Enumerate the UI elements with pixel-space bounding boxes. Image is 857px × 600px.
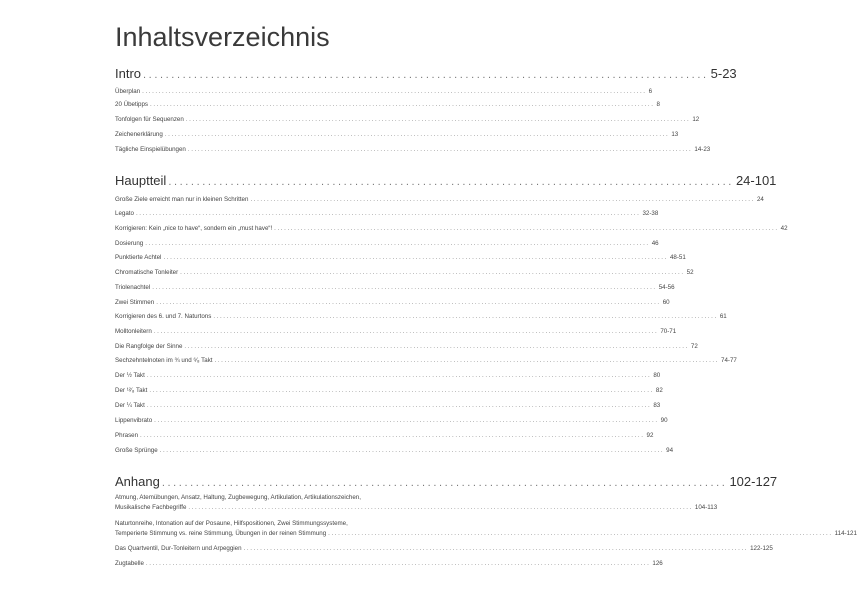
- toc-item: Sechzehntelnoten im ¾ und ⁶⁄₈ Takt ........................................................................................................................................................ 74-77: [115, 357, 737, 364]
- toc-item: Zeichenerklärung ........................................................................................................................................................ 13: [115, 131, 679, 138]
- toc-item: Triolenachtel ........................................................................................................................................................ 54-56: [115, 284, 675, 291]
- section-pages: 102-127: [729, 474, 778, 489]
- toc-item: Große Ziele erreicht man nur in kleinen Schritten ........................................................................................................................................................ 24: [115, 196, 764, 203]
- toc-item: Große Sprünge ........................................................................................................................................................ 94: [115, 447, 674, 454]
- toc-item: Zwei Stimmen ........................................................................................................................................................ 60: [115, 299, 670, 306]
- page-title: Inhaltsverzeichnis: [115, 22, 330, 52]
- toc-item: Tägliche Einspielübungen ........................................................................................................................................................ 14-23: [115, 146, 711, 153]
- toc-item: Tonfolgen für Sequenzen ........................................................................................................................................................ 12: [115, 116, 700, 123]
- toc-item: Naturtonreihe, Intonation auf der Posaune, Hilfspositionen, Zwei Stimmungssysteme, Temperierte Stimmung vs. reine Stimmung, Übungen in der reinen Stimmung ........................................................................................................................................................ 114-121: [115, 520, 857, 537]
- toc-item: Molltonleitern ........................................................................................................................................................ 70-71: [115, 328, 677, 335]
- toc-item: Zugtabelle ........................................................................................................................................................ 126: [115, 560, 663, 567]
- toc-item: Dosierung ........................................................................................................................................................ 46: [115, 240, 659, 247]
- toc-item: Legato ........................................................................................................................................................ 32-38: [115, 210, 659, 217]
- toc-item: Der ¹²⁄₈ Takt ........................................................................................................................................................ 82: [115, 387, 663, 394]
- toc-item: Der ½ Takt ........................................................................................................................................................ 80: [115, 372, 661, 379]
- toc-item: Lippenvibrato ........................................................................................................................................................ 90: [115, 417, 668, 424]
- toc-item: Überplan ........................................................................................................................................................ 6: [115, 88, 653, 95]
- toc-item: Die Rangfolge der Sinne ........................................................................................................................................................ 72: [115, 343, 698, 350]
- leader-dots: ....................................................................................................: [161, 477, 728, 489]
- toc-item: Chromatische Tonleiter ........................................................................................................................................................ 52: [115, 269, 694, 276]
- section-anhang: [115, 474, 778, 489]
- toc-item: Das Quartventil, Dur-Tonleitern und Arpeggien ........................................................................................................................................................ 122-125: [115, 545, 773, 552]
- section-label: Anhang: [115, 474, 160, 489]
- toc-item: 20 Übetipps ........................................................................................................................................................ 8: [115, 101, 660, 108]
- section-intro: [115, 66, 737, 81]
- leader-dots: ....................................................................................................: [168, 176, 734, 188]
- section-pages: 24-101: [735, 173, 777, 188]
- section-label: Intro: [115, 66, 142, 81]
- toc-item: Phrasen ........................................................................................................................................................ 92: [115, 432, 654, 439]
- toc-item: Atmung, Atemübungen, Ansatz, Haltung, Zugbewegung, Artikulation, Artikulationszeichen, Musikalische Fachbegriffe ........................................................................................................................................................ 104-113: [115, 494, 718, 511]
- toc-item: Korrigieren: Kein „nice to have“, sondern ein „must have“! ........................................................................................................................................................ 42: [115, 225, 788, 232]
- section-label: Hauptteil: [115, 173, 167, 188]
- section-pages: 5-23: [710, 66, 737, 81]
- leader-dots: ....................................................................................................: [143, 69, 709, 81]
- section-hauptteil: [115, 173, 777, 188]
- toc-item: Korrigieren des 6. und 7. Naturtons ........................................................................................................................................................ 61: [115, 313, 727, 320]
- toc-item: Punktierte Achtel ........................................................................................................................................................ 48-51: [115, 254, 686, 261]
- toc-item: Der ¼ Takt ........................................................................................................................................................ 83: [115, 402, 661, 409]
